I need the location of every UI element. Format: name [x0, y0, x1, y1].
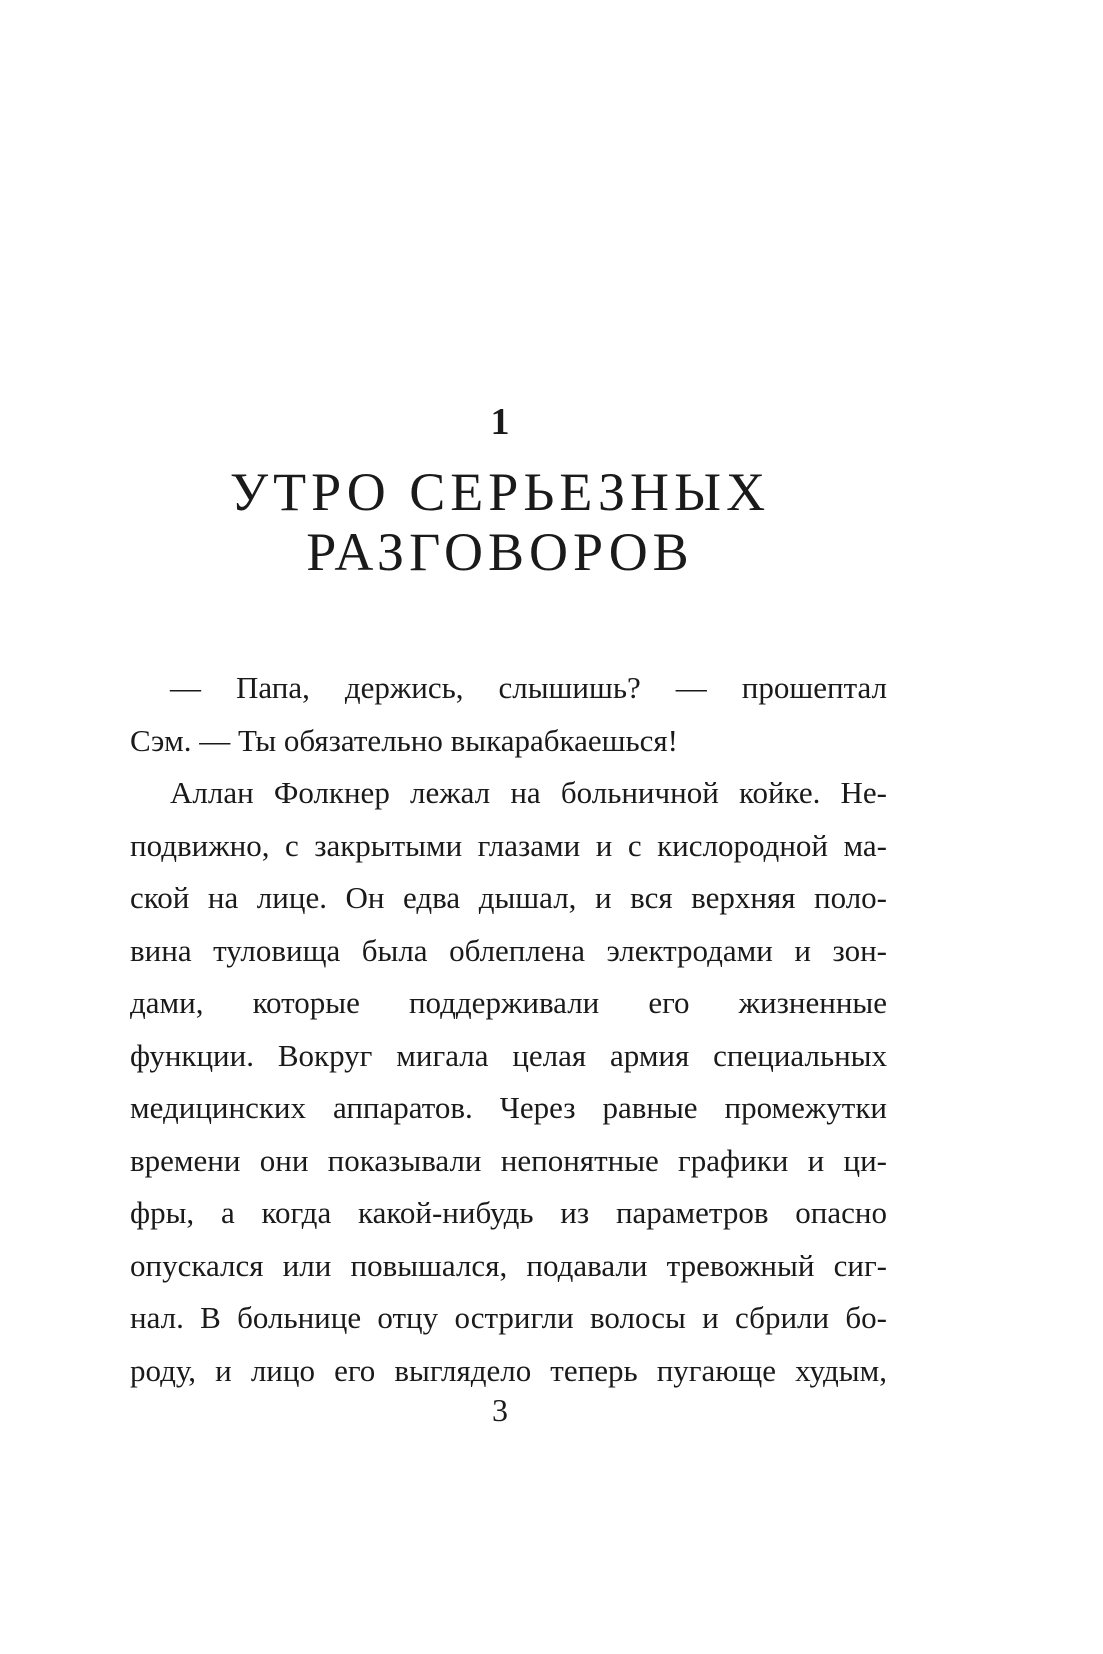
text-line: подвижно, с закрытыми глазами и с кислородной ма-: [130, 827, 887, 863]
text-line: медицинских аппаратов. Через равные промежутки: [130, 1090, 887, 1125]
text-line: функции. Вокруг мигала целая армия специальных: [130, 1037, 887, 1073]
text-line: фры, а когда какой-нибудь из параметров опасно: [130, 1195, 887, 1230]
text-line: нал. В больнице отцу остригли волосы и сбрили бо-: [130, 1300, 887, 1335]
text-line: ской на лице. Он едва дышал, и вся верхняя поло-: [130, 880, 887, 915]
chapter-title-line: УТРО СЕРЬЕЗНЫХ: [229, 462, 771, 522]
chapter-number: 1: [490, 401, 510, 443]
chapter-title-line: РАЗГОВОРОВ: [306, 522, 694, 582]
text-line: Сэм. — Ты обязательно выкарабкаешься!: [130, 722, 678, 758]
text-line: роду, и лицо его выглядело теперь пугающе худым,: [130, 1352, 887, 1388]
text-line: опускался или повышался, подавали тревожный сиг-: [130, 1247, 887, 1283]
chapter-title: [0, 462, 1000, 582]
page-number: 3: [492, 1392, 508, 1428]
text-line: вина туловища была облеплена электродами и зон-: [130, 932, 887, 968]
text-line: времени они показывали непонятные графики и ци-: [130, 1142, 887, 1178]
text-line: дами, которые поддерживали его жизненные: [130, 985, 887, 1020]
text-line: — Папа, держись, слышишь? — прошептал: [170, 670, 887, 705]
text-line: Аллан Фолкнер лежал на больничной койке. Не-: [170, 775, 887, 810]
body-text: [130, 662, 887, 1397]
